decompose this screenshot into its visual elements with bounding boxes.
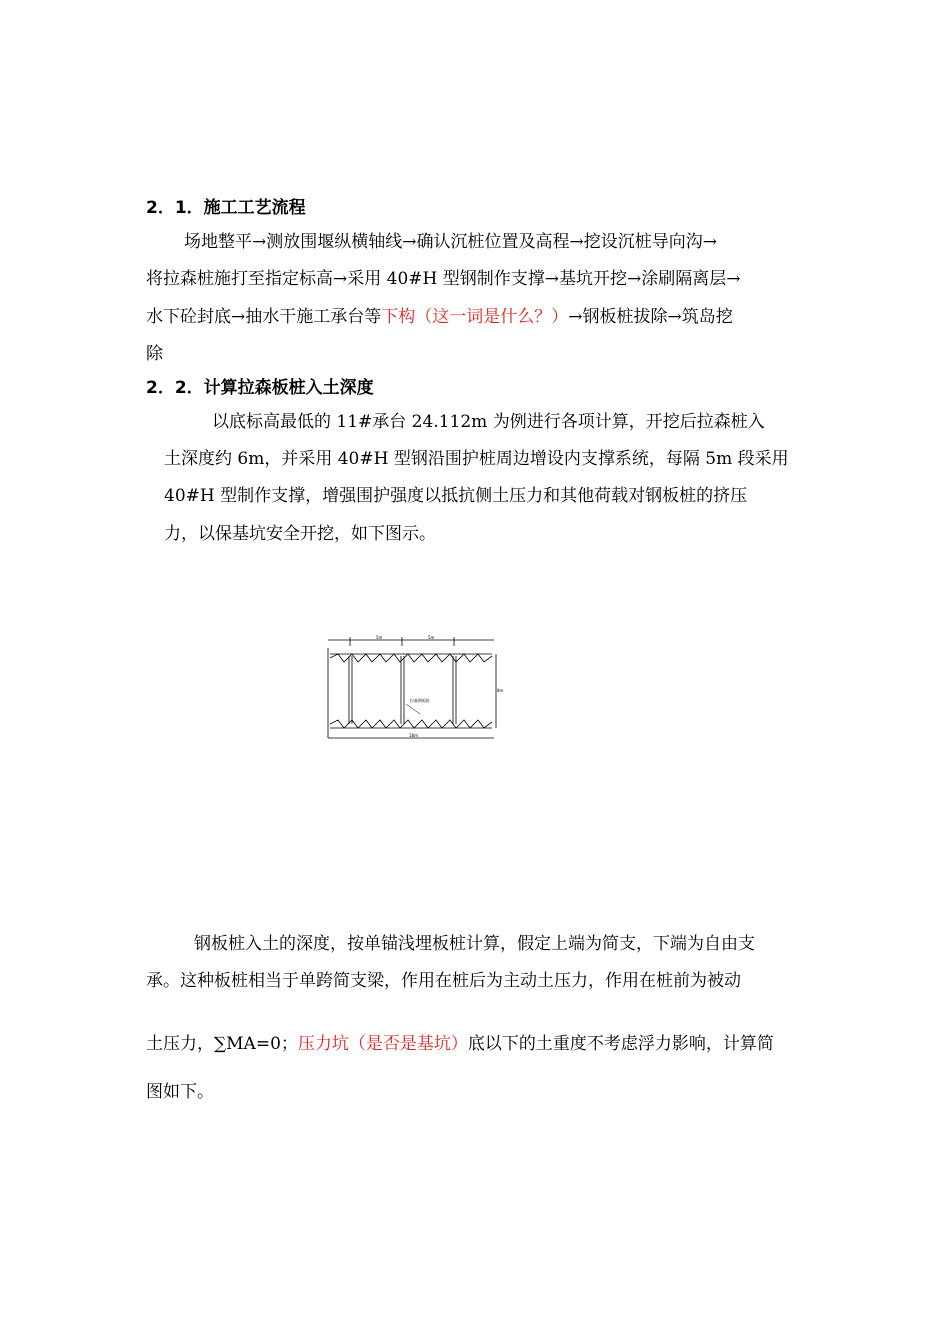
section-2-1-heading: 2．1．施工工艺流程 — [146, 198, 306, 218]
dim-top-label: 5m — [376, 635, 383, 640]
red-annotation: 压力坑（是否是基坑） — [297, 1034, 468, 1054]
red-annotation: 下构（这一词是什么？） — [381, 307, 569, 327]
dim-right-label: 8m — [497, 688, 504, 693]
paragraph-line — [146, 305, 733, 329]
paragraph-line: 土深度约 6m，并采用 40#H 型钢沿围护桩周边增设内支撑系统，每隔 5m 段采用 — [164, 449, 789, 469]
paragraph-line: 以底标高最低的 11#承台 24.112m 为例进行各项计算，开挖后拉森桩入 — [212, 412, 765, 432]
section-2-2-heading: 2．2．计算拉森板桩入土深度 — [146, 378, 374, 398]
paragraph-line: 图如下。 — [146, 1082, 214, 1102]
dim-top-label: 5m — [428, 635, 435, 640]
paragraph-line: 场地整平→测放围堰纵横轴线→确认沉桩位置及高程→挖设沉桩导向沟→ — [184, 232, 717, 252]
text-run: 底以下的土重度不考虑浮力影响，计算简 — [467, 1034, 774, 1054]
cofferdam-plan-figure — [326, 634, 506, 746]
text-run: 水下砼封底→抽水干施工承台等 — [146, 307, 382, 327]
dim-bottom-label: 18m — [409, 733, 418, 738]
paragraph-line: 除 — [146, 344, 163, 364]
text-run: →钢板桩拔除→筑岛挖 — [568, 307, 733, 327]
top-sheet-pile — [330, 654, 492, 662]
bottom-sheet-pile — [330, 720, 492, 728]
paragraph-line: 力，以保基坑安全开挖，如下图示。 — [164, 524, 436, 544]
paragraph-line: 将拉森桩施打至指定标高→采用 40#H 型钢制作支撑→基坑开挖→涂刷隔离层→ — [146, 269, 741, 289]
paragraph-line: 承。这种板桩相当于单跨简支梁，作用在桩后为主动土压力，作用在桩前为被动 — [146, 971, 741, 991]
paragraph-line: 40#H 型制作支撑，增强围护强度以抵抗侧土压力和其他荷载对钢板桩的挤压 — [164, 486, 748, 506]
pile-label: 拉森钢板桩 — [410, 698, 430, 703]
text-run: 土压力，∑MA=0； — [146, 1034, 298, 1054]
paragraph-line: 钢板桩入土的深度，按单锚浅埋板桩计算，假定上端为简支，下端为自由支 — [194, 934, 755, 954]
paragraph-line — [146, 1032, 774, 1056]
